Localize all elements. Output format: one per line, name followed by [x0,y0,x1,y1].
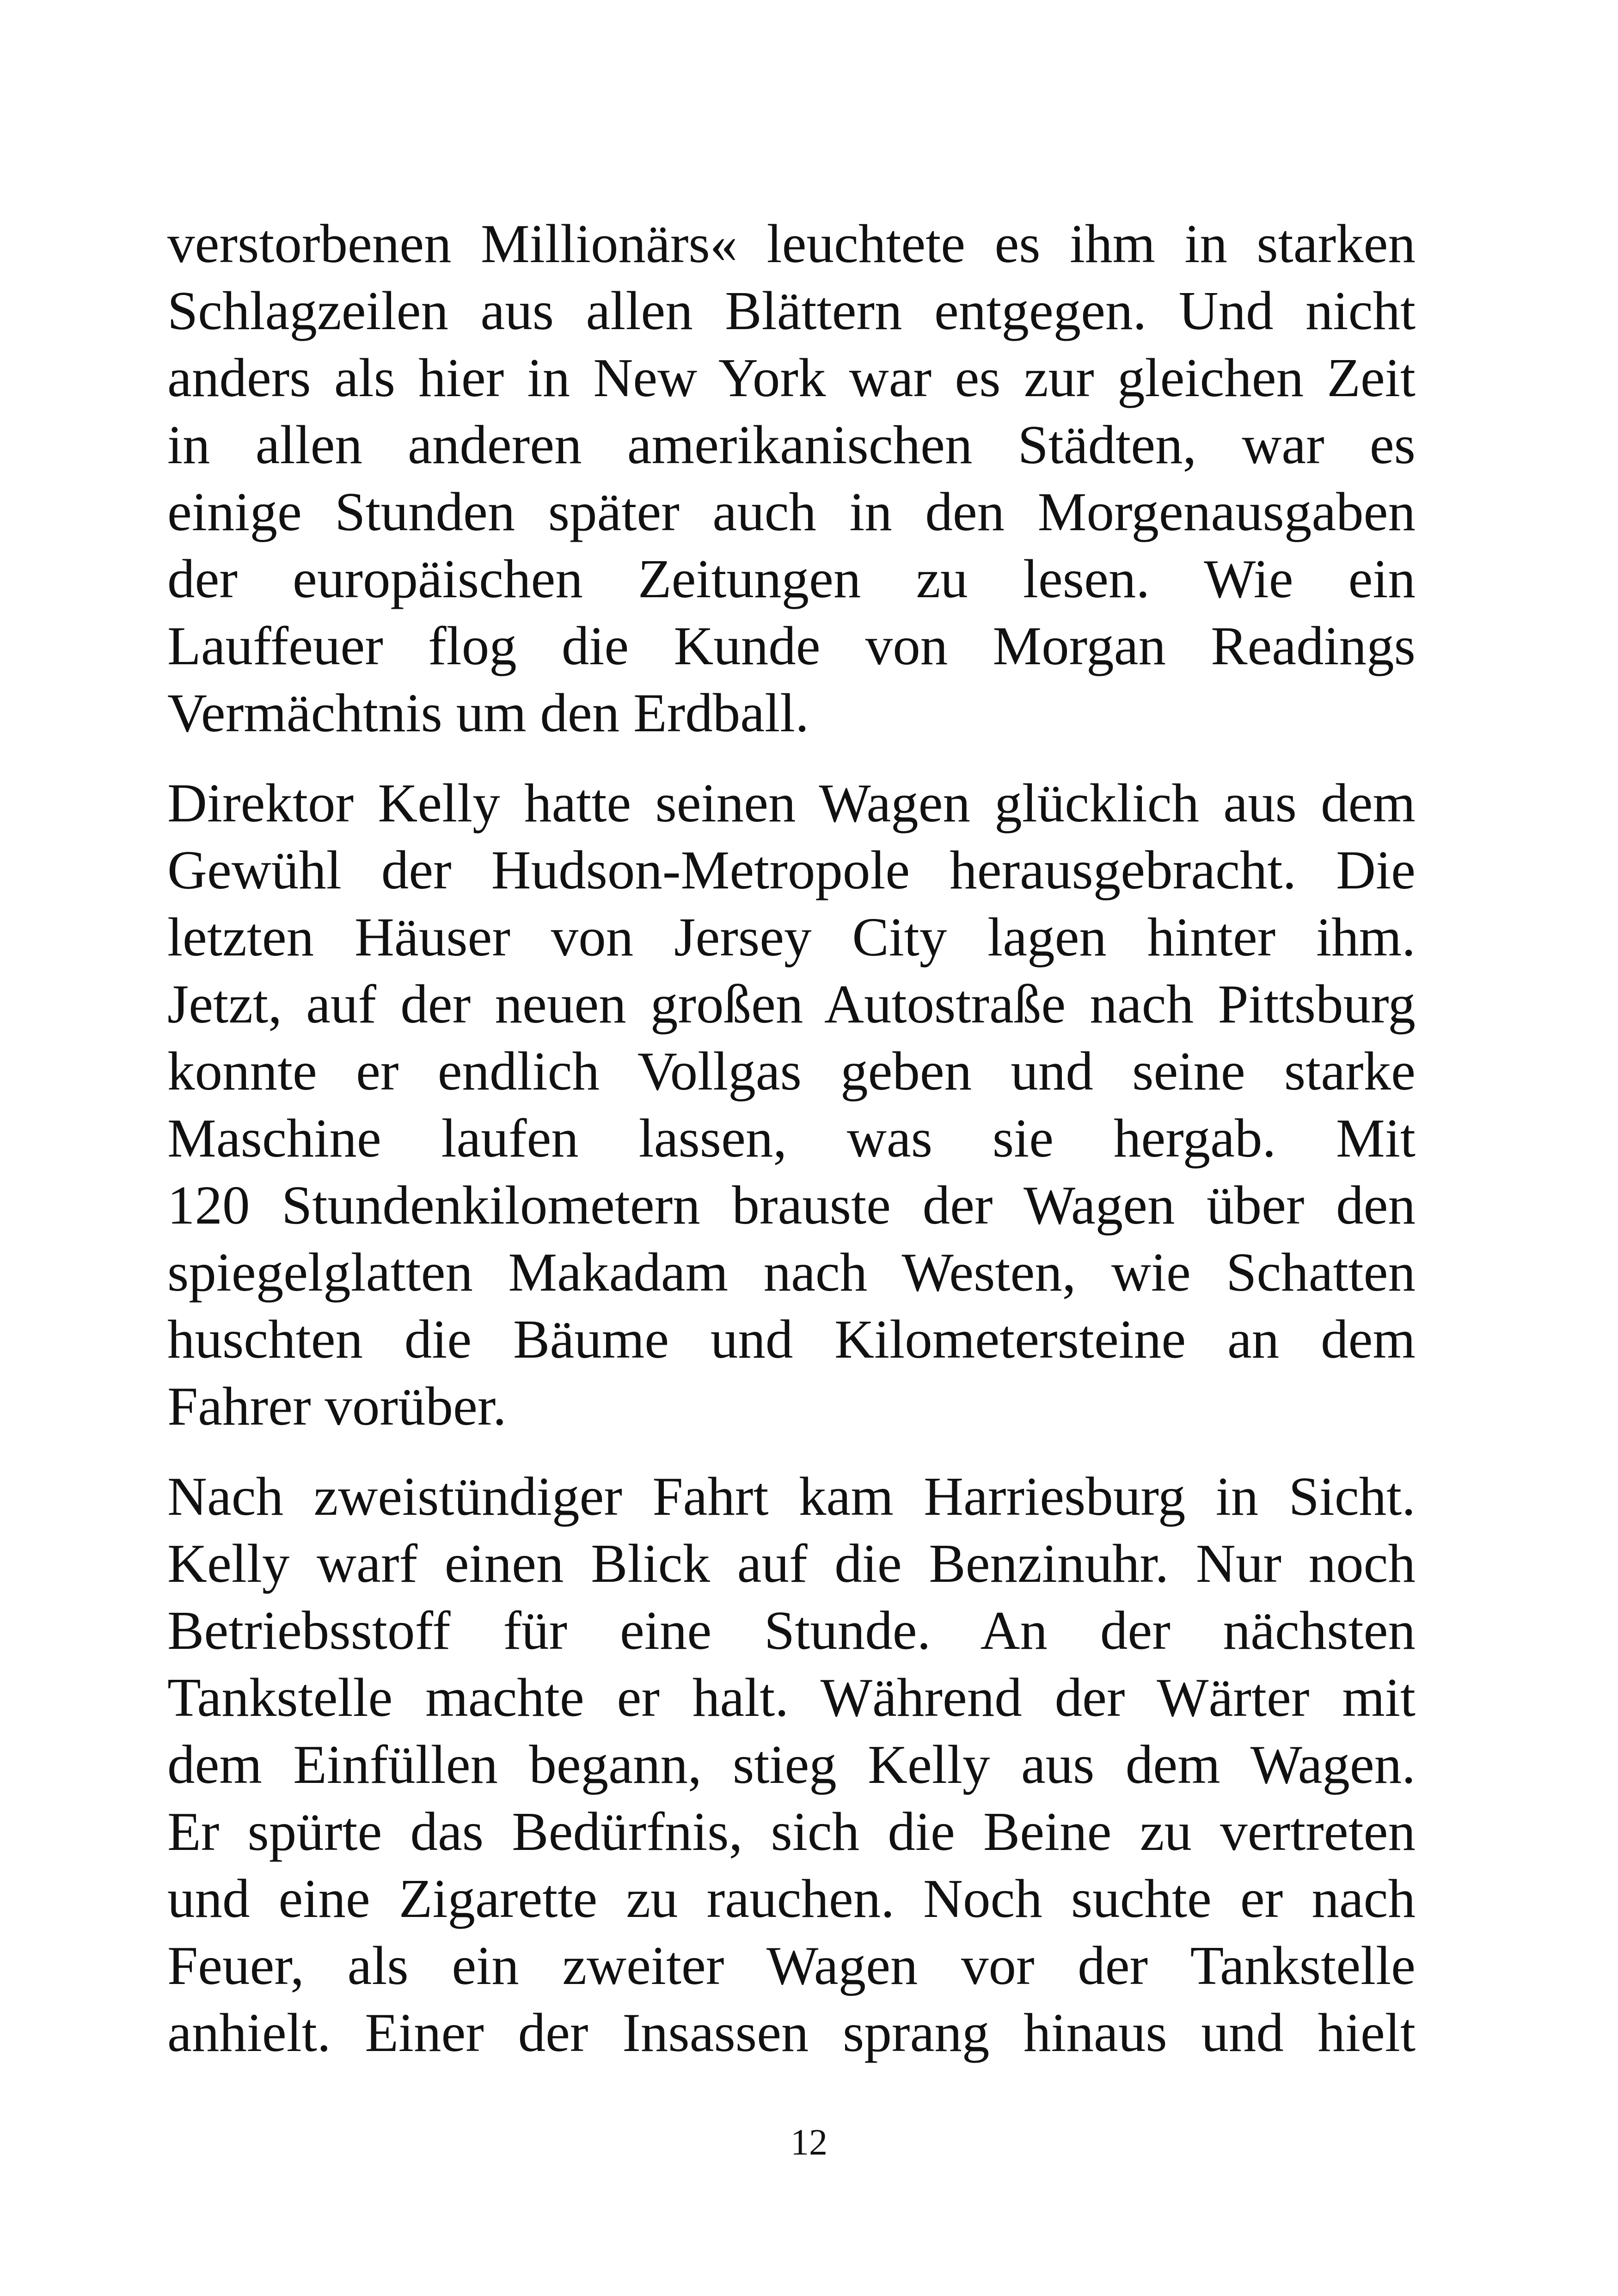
text-line: Direktor Kelly hatte seinen Wagen glücklich aus dem [167,772,1416,833]
text-line: Nach zweistündiger Fahrt kam Harriesburg in Sicht. [167,1466,1416,1527]
text-line: anders als hier in New York war es zur gleichen Zeit [167,347,1416,408]
text-line: Feuer, als ein zweiter Wagen vor der Tankstelle [167,1935,1416,1996]
text-line: spiegelglatten Makadam nach Westen, wie Schatten [167,1242,1416,1303]
text-line: verstorbenen Millionärs« leuchtete es ihm in starken [167,213,1416,274]
text-line: Gewühl der Hudson-Metropole herausgebracht. Die [167,839,1416,900]
text-line: konnte er endlich Vollgas geben und seine starke [167,1041,1416,1102]
text-line: anhielt. Einer der Insassen sprang hinaus und hielt [167,2002,1416,2063]
text-line: dem Einfüllen begann, stieg Kelly aus dem Wagen. [167,1734,1416,1795]
text-line: einige Stunden später auch in den Morgenausgaben [167,481,1416,542]
paragraph-2 [167,770,1416,1440]
text-line: Lauffeuer flog die Kunde von Morgan Readings [167,615,1416,676]
text-line: Tankstelle machte er halt. Während der Wärter mit [167,1667,1416,1728]
text-line: Schlagzeilen aus allen Blättern entgegen. Und nicht [167,280,1416,341]
text-line: Jetzt, auf der neuen großen Autostraße nach Pittsburg [167,974,1416,1035]
text-line: der europäischen Zeitungen zu lesen. Wie ein [167,548,1416,609]
text-line: huschten die Bäume und Kilometersteine an dem [167,1309,1416,1370]
text-line: und eine Zigarette zu rauchen. Noch suchte er nach [167,1868,1416,1929]
paragraph-1 [167,210,1416,747]
page-number: 12 [791,2122,827,2163]
body-text [167,210,1416,2089]
text-line: in allen anderen amerikanischen Städten, war es [167,414,1416,475]
text-line: Fahrer vorüber. [167,1376,507,1437]
text-line: Maschine laufen lassen, was sie hergab. Mit [167,1108,1416,1169]
text-line: 120 Stundenkilometern brauste der Wagen über den [167,1175,1416,1236]
text-line: Betriebsstoff für eine Stunde. An der nächsten [167,1600,1416,1661]
text-line: Kelly warf einen Blick auf die Benzinuhr. Nur noch [167,1533,1416,1594]
text-line: letzten Häuser von Jersey City lagen hinter ihm. [167,906,1416,967]
paragraph-3 [167,1463,1416,2066]
text-line: Er spürte das Bedürfnis, sich die Beine zu vertreten [167,1801,1416,1862]
text-line: Vermächtnis um den Erdball. [167,682,809,743]
